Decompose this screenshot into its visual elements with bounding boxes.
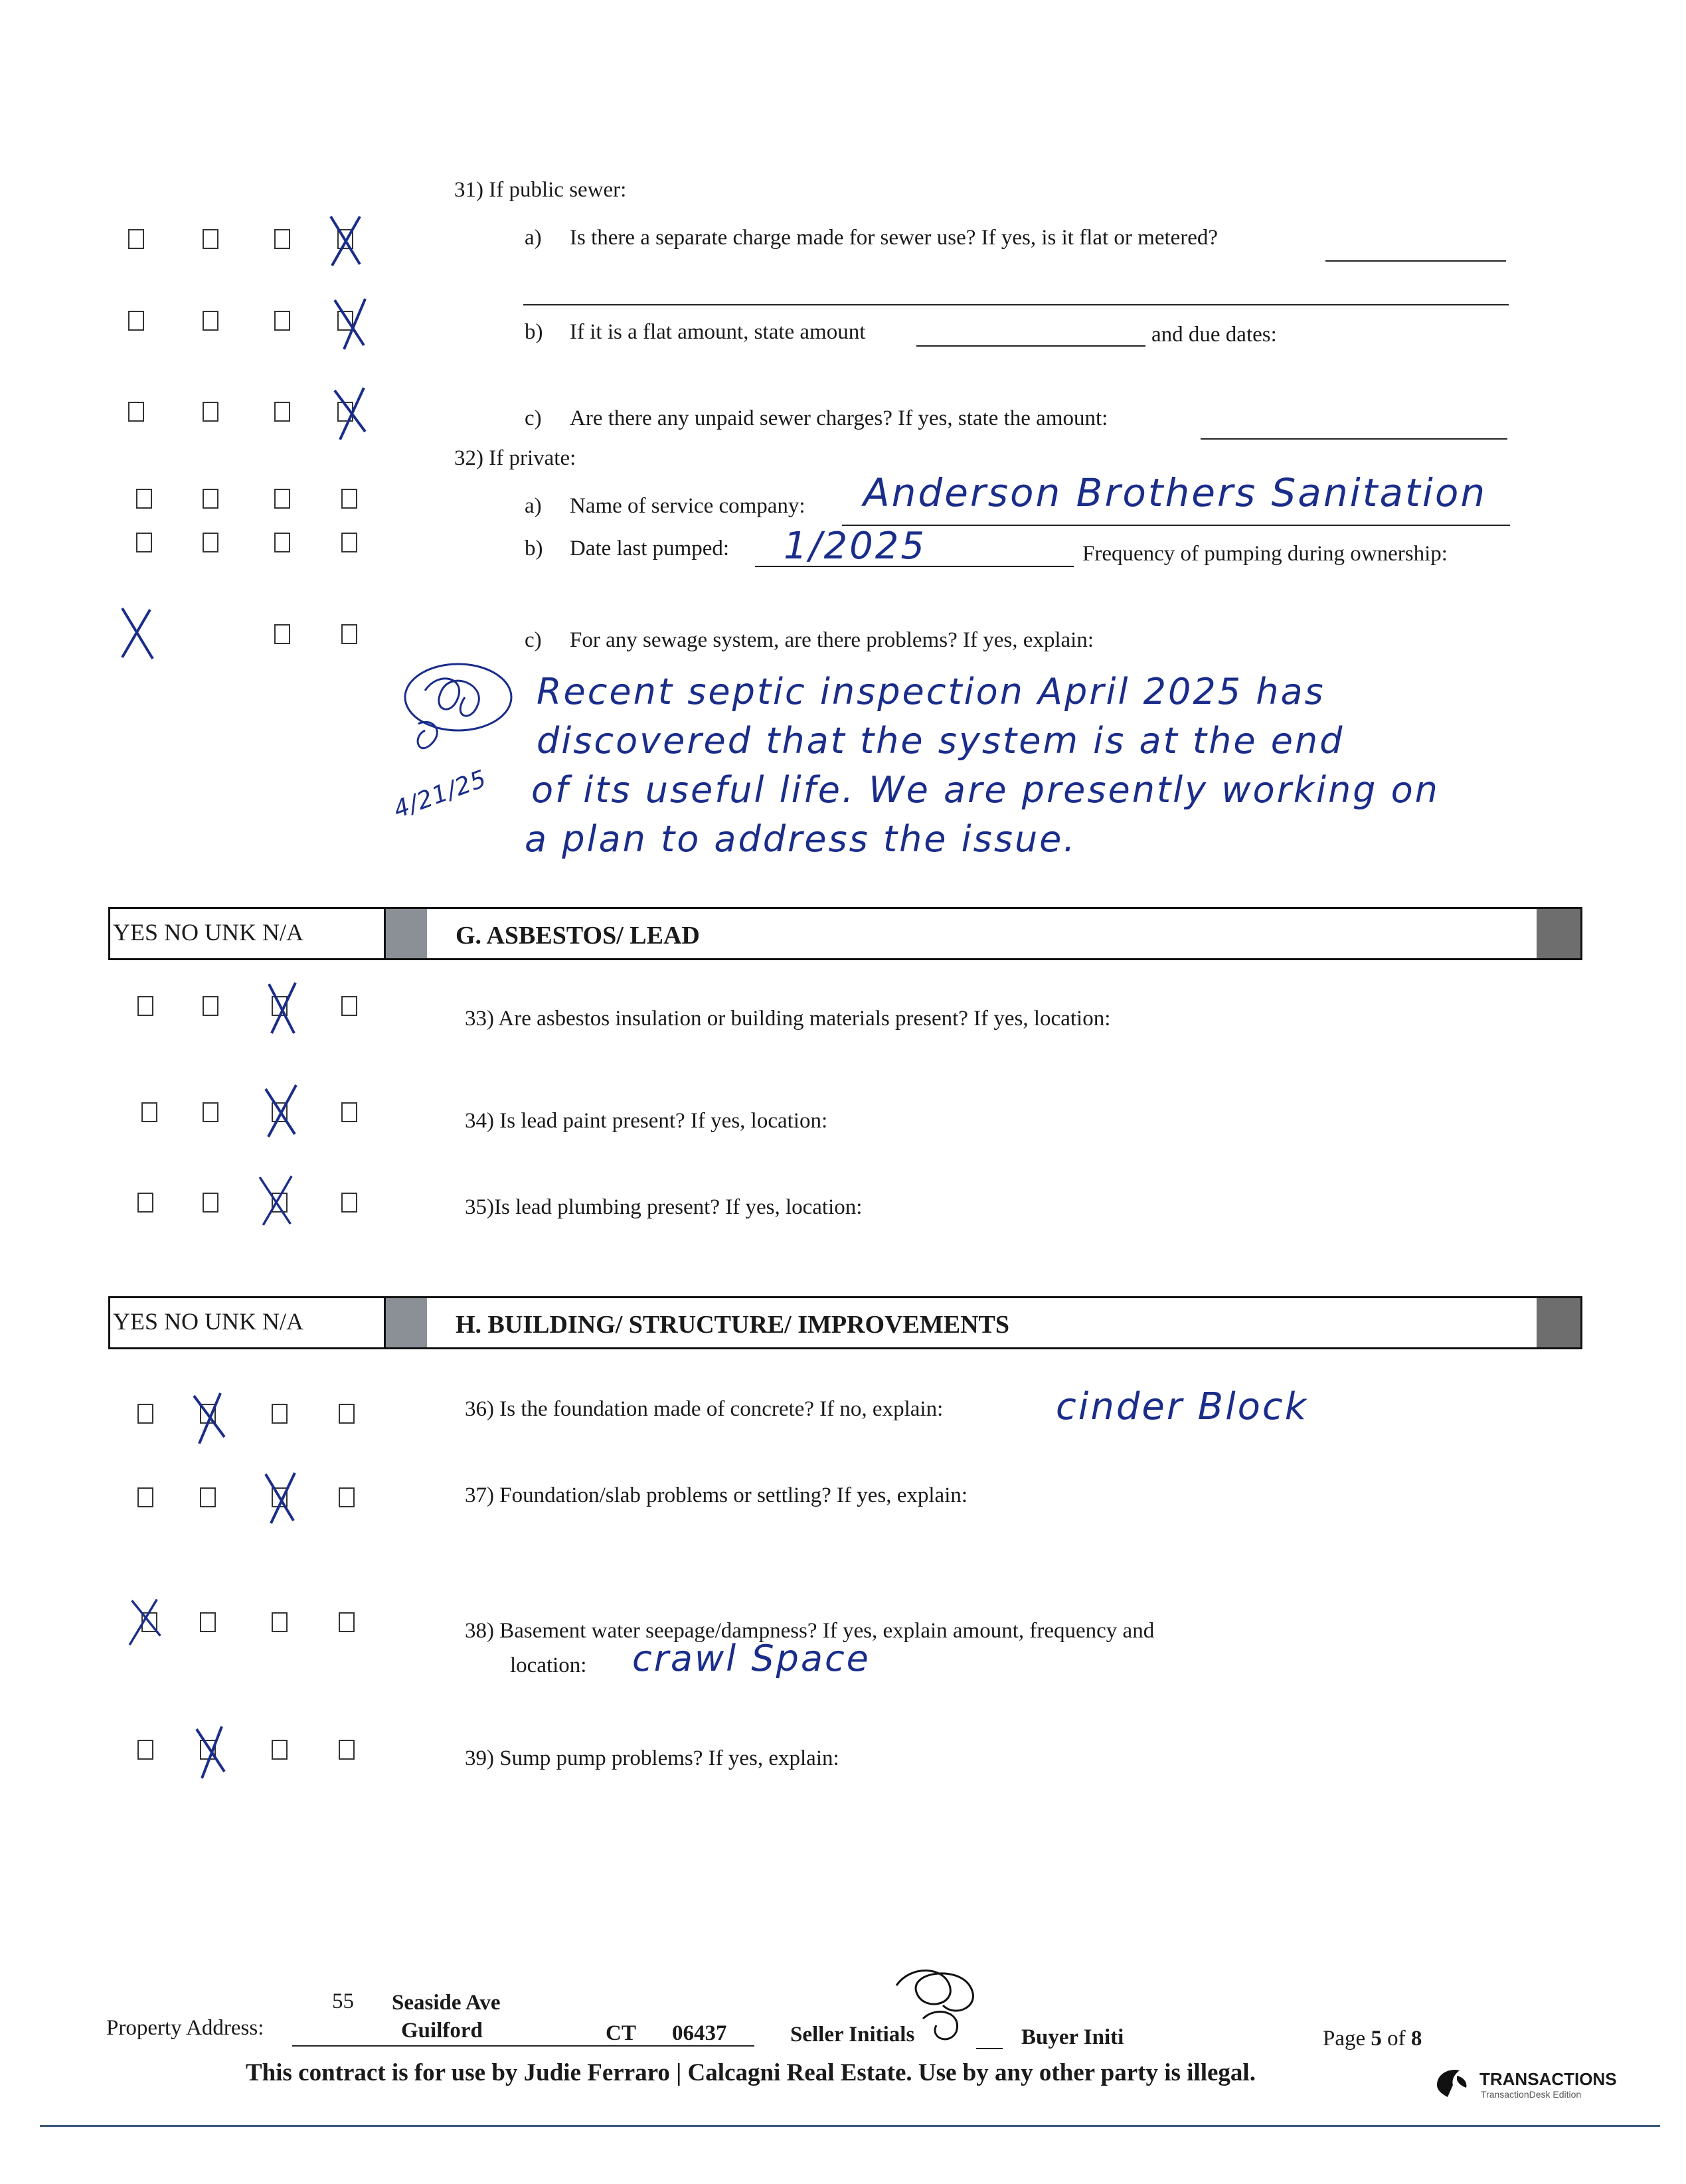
- q32a-answer-line[interactable]: [842, 525, 1510, 526]
- q32b-na-checkbox[interactable]: [341, 533, 357, 552]
- q32c-answer-line-1: Recent septic inspection April 2025 has: [537, 671, 1325, 713]
- q38-text: 38) Basement water seepage/dampness? If yes, explain amount, frequency and: [465, 1619, 1155, 1643]
- section-g-columns: YES NO UNK N/A: [110, 909, 386, 958]
- q35-yes-checkbox[interactable]: [137, 1193, 153, 1213]
- section-h-shade-left: [386, 1298, 427, 1347]
- q34-no-checkbox[interactable]: [203, 1102, 218, 1122]
- footer-state: CT: [606, 2021, 636, 2045]
- q31c-x-mark: [331, 385, 371, 441]
- seller-initials-scribble: [392, 651, 525, 784]
- q31c-answer-line[interactable]: [1201, 438, 1507, 440]
- q34-yes-checkbox[interactable]: [141, 1102, 157, 1122]
- q32a-na-checkbox[interactable]: [341, 489, 357, 509]
- section-h-header: [108, 1296, 1582, 1349]
- q39-yes-checkbox[interactable]: [137, 1740, 153, 1760]
- q31a-no-checkbox[interactable]: [203, 229, 218, 249]
- q32a-answer: Anderson Brothers Sanitation: [863, 470, 1487, 515]
- q38-unk-checkbox[interactable]: [272, 1612, 288, 1632]
- q32c-na-checkbox[interactable]: [341, 624, 357, 644]
- bottom-rule: [40, 2125, 1660, 2127]
- q32a-yes-checkbox[interactable]: [136, 489, 152, 509]
- q38-answer: crawl Space: [632, 1638, 871, 1679]
- q31b-unk-checkbox[interactable]: [274, 311, 290, 331]
- q33-text: 33) Are asbestos insulation or building materials present? If yes, location:: [465, 1007, 1111, 1031]
- footer-page-indicator: Page 5 of 8: [1323, 2027, 1422, 2051]
- q32c-unk-checkbox[interactable]: [274, 624, 290, 644]
- transactions-logo-icon: [1433, 2065, 1472, 2100]
- footer-seller-initials-label: Seller Initials: [790, 2023, 915, 2047]
- q31c-label: c): [525, 406, 542, 430]
- q32a-label: a): [525, 494, 542, 518]
- q37-text: 37) Foundation/slab problems or settling? If yes, explain:: [465, 1483, 968, 1507]
- q32a-unk-checkbox[interactable]: [274, 489, 290, 509]
- q37-yes-checkbox[interactable]: [137, 1487, 153, 1507]
- initial-date: 4/21/25: [390, 765, 491, 824]
- q35-text: 35)Is lead plumbing present? If yes, location:: [465, 1195, 863, 1219]
- q31c-unk-checkbox[interactable]: [274, 402, 290, 422]
- q39-no-x-mark: [191, 1724, 231, 1780]
- q32c-answer-line-3: of its useful life. We are presently working on: [531, 769, 1440, 811]
- q35-no-checkbox[interactable]: [203, 1193, 218, 1213]
- q36-answer: cinder Block: [1056, 1385, 1309, 1428]
- q32b-answer: 1/2025: [784, 525, 927, 568]
- q39-unk-checkbox[interactable]: [272, 1740, 288, 1760]
- q31b-yes-checkbox[interactable]: [128, 311, 144, 331]
- q31a-yes-checkbox[interactable]: [128, 229, 144, 249]
- footer-legal-notice: This contract is for use by Judie Ferraro | Calcagni Real Estate. Use by any other party is illegal.: [246, 2059, 1256, 2086]
- transactions-brand-sub: TransactionDesk Edition: [1481, 2089, 1582, 2100]
- q32b-label: b): [525, 537, 543, 560]
- section-h-shade-right: [1537, 1298, 1580, 1347]
- footer-street-number: 55: [332, 1989, 354, 2013]
- q31b-no-checkbox[interactable]: [203, 311, 218, 331]
- transactions-brand: TRANSACTIONS: [1479, 2069, 1617, 2089]
- q34-text: 34) Is lead paint present? If yes, location:: [465, 1109, 828, 1133]
- footer-street: Seaside Ave: [392, 1991, 501, 2015]
- q31a-x-mark: [325, 212, 365, 268]
- q36-text: 36) Is the foundation made of concrete? If no, explain:: [465, 1397, 944, 1421]
- q32b-unk-checkbox[interactable]: [274, 533, 290, 552]
- q32c-answer-line-4: a plan to address the issue.: [525, 818, 1077, 860]
- footer-address-line: [292, 2045, 754, 2047]
- section-g-shade-left: [386, 909, 427, 958]
- q31a-answer-line-2[interactable]: [523, 304, 1509, 305]
- q37-unk-x-mark: [260, 1470, 300, 1526]
- q31-title: 31) If public sewer:: [454, 178, 627, 202]
- q31b-text: If it is a flat amount, state amount: [570, 320, 866, 344]
- q33-na-checkbox[interactable]: [341, 996, 357, 1016]
- q31c-yes-checkbox[interactable]: [128, 402, 144, 422]
- q38-location-label: location:: [510, 1653, 587, 1677]
- footer-buyer-initials-label: Buyer Initi: [1021, 2025, 1124, 2049]
- q38-yes-x-mark: [126, 1594, 166, 1649]
- section-h-title: H. BUILDING/ STRUCTURE/ IMPROVEMENTS: [456, 1311, 1009, 1339]
- q33-yes-checkbox[interactable]: [137, 996, 153, 1016]
- q35-na-checkbox[interactable]: [341, 1193, 357, 1213]
- q31c-text: Are there any unpaid sewer charges? If yes, state the amount:: [570, 406, 1108, 430]
- section-g-header: [108, 907, 1582, 960]
- q39-na-checkbox[interactable]: [339, 1740, 355, 1760]
- q39-text: 39) Sump pump problems? If yes, explain:: [465, 1746, 839, 1770]
- q32a-text: Name of service company:: [570, 494, 805, 518]
- q31c-no-checkbox[interactable]: [203, 402, 218, 422]
- q31a-text: Is there a separate charge made for sewer use? If yes, is it flat or metered?: [570, 226, 1219, 250]
- q36-na-checkbox[interactable]: [339, 1404, 355, 1424]
- section-g-title: G. ASBESTOS/ LEAD: [456, 922, 700, 950]
- q32-title: 32) If private:: [454, 446, 576, 470]
- q34-na-checkbox[interactable]: [341, 1102, 357, 1122]
- section-h-columns: YES NO UNK N/A: [110, 1298, 386, 1347]
- section-g-shade-right: [1537, 909, 1580, 958]
- q32a-no-checkbox[interactable]: [203, 489, 218, 509]
- q36-no-x-mark: [190, 1390, 230, 1446]
- q31b-text2: and due dates:: [1151, 323, 1277, 347]
- q32c-label: c): [525, 628, 542, 652]
- q38-na-checkbox[interactable]: [339, 1612, 355, 1632]
- footer-zip: 06437: [672, 2021, 727, 2045]
- q37-na-checkbox[interactable]: [339, 1487, 355, 1507]
- q31b-x-mark: [331, 296, 371, 352]
- q32c-text: For any sewage system, are there problems? If yes, explain:: [570, 628, 1094, 652]
- q35-unk-x-mark: [256, 1173, 296, 1228]
- q31b-amount-line[interactable]: [916, 345, 1145, 347]
- q32c-answer-line-2: discovered that the system is at the end: [537, 720, 1345, 762]
- q31b-label: b): [525, 320, 543, 344]
- q32b-yes-checkbox[interactable]: [136, 533, 152, 552]
- footer-city: Guilford: [401, 2019, 483, 2043]
- footer-seller-initials-line[interactable]: [976, 2048, 1003, 2049]
- q36-unk-checkbox[interactable]: [272, 1404, 288, 1424]
- q32b-no-checkbox[interactable]: [203, 533, 218, 552]
- q32b-text2: Frequency of pumping during ownership:: [1082, 542, 1448, 566]
- q38-no-checkbox[interactable]: [200, 1612, 216, 1632]
- q33-unk-x-mark: [262, 980, 302, 1036]
- q33-no-checkbox[interactable]: [203, 996, 218, 1016]
- footer-seller-initials-scribble: [883, 1959, 996, 2052]
- q31a-unk-checkbox[interactable]: [274, 229, 290, 249]
- q37-no-checkbox[interactable]: [200, 1487, 216, 1507]
- footer-property-label: Property Address:: [106, 2016, 264, 2040]
- q32b-text: Date last pumped:: [570, 537, 730, 560]
- q32c-yes-x-mark: [117, 606, 157, 661]
- q34-unk-x-mark: [260, 1082, 300, 1138]
- q31a-label: a): [525, 226, 542, 250]
- q31a-answer-line[interactable]: [1325, 260, 1506, 262]
- q36-yes-checkbox[interactable]: [137, 1404, 153, 1424]
